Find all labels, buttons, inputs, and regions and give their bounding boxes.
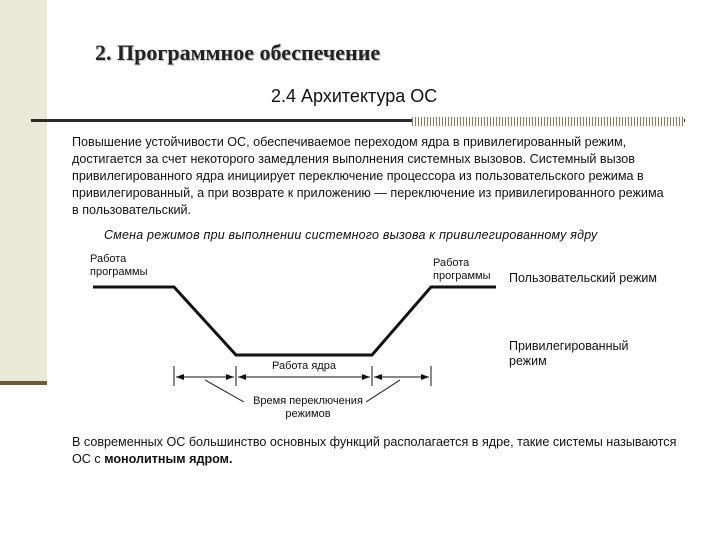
switch-pointer-right	[366, 380, 400, 402]
switch-pointer-left	[205, 380, 244, 402]
label-privileged-mode: Привилегированный режим	[509, 339, 629, 368]
label-program-left: Работа программы	[90, 253, 148, 278]
section-subtitle: 2.4 Архитектура ОС	[271, 86, 438, 106]
label-kernel-work: Работа ядра	[272, 360, 336, 372]
page-title: 2. Программное обеспечение	[95, 40, 381, 65]
diagram-caption: Смена режимов при выполнении системного вызова к привилегированному ядру	[104, 228, 598, 242]
conclusion-text: В современных ОС большинство основных функций располагается в ядре, такие системы называются ОС с	[72, 435, 677, 466]
label-program-right: Работа программы	[433, 257, 491, 282]
intro-paragraph: Повышение устойчивости ОС, обеспечиваемое переходом ядра в привилегированный режим, достигается за счет некоторого замедления выполнения системных вызовов. Системный вызов привилегированного ядра инициирует переключение процессора из пользовательского режима в привилегированный, а при возврате к приложению — переключение из привилегированного режима в пользовательский.	[72, 135, 664, 217]
mode-trace-line	[93, 287, 496, 355]
label-switch-time: Время переключения режимов	[253, 395, 363, 420]
conclusion-bold-term: монолитным ядром.	[104, 452, 233, 466]
conclusion-paragraph	[72, 434, 692, 468]
label-user-mode: Пользовательский режим	[509, 271, 657, 285]
